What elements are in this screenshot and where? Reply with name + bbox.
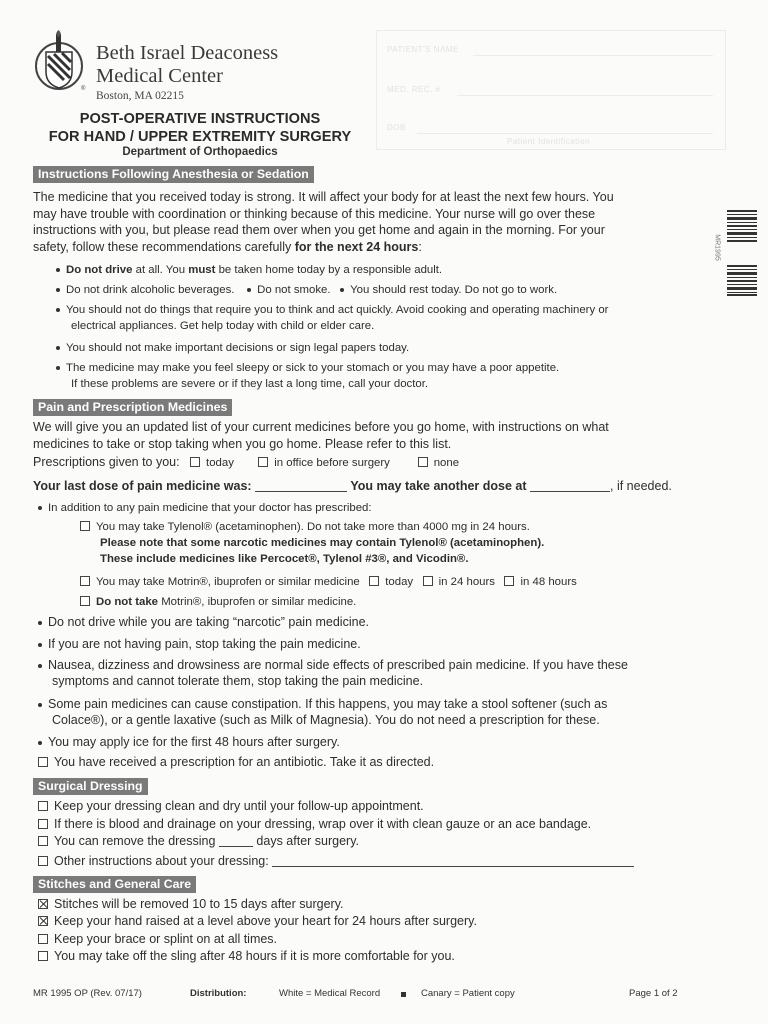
motrin-do-not-option: Do not take Motrin®, ibuprofen or similar medicine.	[80, 594, 356, 610]
intro-line: We will give you an updated list of your current medicines before you go home, with instructions on what	[33, 420, 609, 434]
list-item: In addition to any pain medicine that your doctor has prescribed:	[38, 500, 372, 516]
barcode-icon	[727, 210, 757, 296]
dressing-other-checkbox[interactable]	[38, 856, 48, 866]
dob-label: DOB	[387, 123, 406, 132]
stitches-item: Keep your hand raised at a level above your heart for 24 hours after surgery.	[38, 913, 477, 929]
stitches-item: Stitches will be removed 10 to 15 days after surgery.	[38, 896, 344, 912]
section-heading-pain: Pain and Prescription Medicines	[33, 399, 232, 416]
dressing-wrap-checkbox[interactable]	[38, 819, 48, 829]
bidmc-logo-icon	[34, 28, 88, 94]
dressing-item: Keep your dressing clean and dry until your follow-up appointment.	[38, 798, 424, 814]
stitches-item: You may take off the sling after 48 hours if it is more comfortable for you.	[38, 948, 455, 964]
title-line2: FOR HAND / UPPER EXTREMITY SURGERY	[48, 129, 352, 145]
list-item: You should not do things that require you to think and act quickly. Avoid cooking and operating machinery or electrical appliances. Get help today with child or elder care.	[56, 302, 608, 334]
tylenol-checkbox[interactable]	[80, 521, 90, 531]
anesthesia-intro	[33, 189, 673, 255]
stitches-item: Keep your brace or splint on at all times.	[38, 931, 277, 947]
last-dose-field[interactable]	[255, 479, 347, 492]
list-item: Do not drive at all. You must be taken home today by a responsible adult.	[56, 262, 442, 278]
intro-line: medicines to take or stop taking when you go home. Please refer to this list.	[33, 436, 452, 451]
dose-row: Your last dose of pain medicine was: You may take another dose at , if needed.	[33, 479, 672, 493]
motrin-checkbox[interactable]	[80, 576, 90, 586]
intro-line: The medicine that you received today is strong. It will affect your body for at least the next few hours. You	[33, 190, 614, 204]
distribution-white: White = Medical Record	[279, 988, 381, 999]
motrin-48h-checkbox[interactable]	[504, 576, 514, 586]
page-number: Page 1 of 2	[629, 988, 678, 999]
list-item: Do not drink alcoholic beverages. Do not smoke. You should rest today. Do not go to work.	[56, 282, 557, 298]
department-name: Department of Orthopaedics	[122, 146, 278, 158]
dressing-item: If there is blood and drainage on your dressing, wrap over it with clean gauze or an ace bandage.	[38, 816, 591, 832]
motrin-today-checkbox[interactable]	[369, 576, 379, 586]
distribution-label: Distribution:	[190, 988, 247, 999]
do-not-take-motrin-checkbox[interactable]	[80, 596, 90, 606]
patient-name-label: PATIENT'S NAME	[387, 45, 459, 54]
next-dose-label: You may take another dose at	[350, 479, 527, 493]
list-item: The medicine may make you feel sleepy or sick to your stomach or you may have a poor appetite. If these problems are severe or if they last a long time, call your doctor.	[56, 360, 559, 392]
prescriptions-row: Prescriptions given to you: today in office before surgery none	[33, 455, 460, 469]
med-rec-label: MED. REC. #	[387, 85, 441, 94]
antibiotic-item: You have received a prescription for an antibiotic. Take it as directed.	[38, 754, 434, 770]
rx-today-checkbox[interactable]	[190, 457, 200, 467]
intro-line: safety, follow these recommendations carefully for the next 24 hours:	[33, 239, 422, 254]
list-item: You should not make important decisions or sign legal papers today.	[56, 340, 409, 356]
list-item: Nausea, dizziness and drowsiness are normal side effects of prescribed pain medicine. If you have these symptoms and cannot tolerate them, stop taking the pain medicine.	[38, 657, 628, 689]
list-item: Do not drive while you are taking “narcotic” pain medicine.	[38, 614, 369, 630]
antibiotic-checkbox[interactable]	[38, 757, 48, 767]
org-name	[96, 42, 278, 88]
document-title	[30, 110, 370, 146]
hand-raised-checkbox[interactable]	[38, 916, 48, 926]
section-heading-dressing: Surgical Dressing	[33, 778, 148, 795]
org-name-line1: Beth Israel Deaconess	[96, 42, 279, 64]
section-heading-anesthesia: Instructions Following Anesthesia or Sedation	[33, 166, 314, 183]
next-dose-field[interactable]	[530, 479, 610, 492]
dressing-other-field[interactable]	[272, 854, 634, 867]
list-item: You may apply ice for the first 48 hours after surgery.	[38, 734, 340, 750]
sling-checkbox[interactable]	[38, 951, 48, 961]
last-dose-label: Your last dose of pain medicine was:	[33, 479, 252, 493]
brace-checkbox[interactable]	[38, 934, 48, 944]
distribution-canary: Canary = Patient copy	[421, 988, 515, 999]
bullet-square-icon	[401, 992, 406, 997]
patient-identification-label: Patient Identification	[507, 137, 591, 146]
stitches-removed-checkbox[interactable]	[38, 899, 48, 909]
motrin-option: You may take Motrin®, ibuprofen or similar medicine today in 24 hours in 48 hours	[80, 574, 577, 590]
list-item: Some pain medicines can cause constipation. If this happens, you may take a stool softener (such as Colace®), or a gentle laxative (such as Milk of Magnesia). You do not need a prescription for these.	[38, 696, 607, 728]
dressing-remove-checkbox[interactable]	[38, 836, 48, 846]
list-item: If you are not having pain, stop taking the pain medicine.	[38, 636, 361, 652]
intro-line: may have trouble with coordination or thinking because of this medicine. Your nurse will go over these	[33, 206, 596, 221]
dressing-item: Other instructions about your dressing:	[38, 853, 634, 869]
form-id: MR 1995 OP (Rev. 07/17)	[33, 988, 142, 999]
tylenol-option: You may take Tylenol® (acetaminophen). Do not take more than 4000 mg in 24 hours. Please note that some narcotic medicines may contain Tylenol® (acetaminophen). These include medicines like Percocet®, Tylenol #3®, and Vicodin®.	[80, 519, 544, 567]
dressing-dry-checkbox[interactable]	[38, 801, 48, 811]
rx-office-checkbox[interactable]	[258, 457, 268, 467]
rx-none-checkbox[interactable]	[418, 457, 428, 467]
svg-text:®: ®	[81, 86, 86, 92]
motrin-24h-checkbox[interactable]	[423, 576, 433, 586]
pain-intro	[33, 419, 673, 452]
patient-id-box	[376, 30, 726, 150]
dressing-item: You can remove the dressing days after surgery.	[38, 833, 359, 849]
title-line1: POST-OPERATIVE INSTRUCTIONS	[79, 111, 321, 127]
org-name-line2: Medical Center	[96, 65, 223, 87]
org-city: Boston, MA 02215	[96, 90, 184, 102]
dressing-days-field[interactable]	[219, 834, 253, 847]
prescriptions-label: Prescriptions given to you:	[33, 455, 180, 469]
section-heading-stitches: Stitches and General Care	[33, 876, 196, 893]
barcode-label: MR1995	[713, 234, 721, 261]
intro-line: instructions with you, but please read them over when you get home and again in the morning. For your	[33, 223, 605, 238]
